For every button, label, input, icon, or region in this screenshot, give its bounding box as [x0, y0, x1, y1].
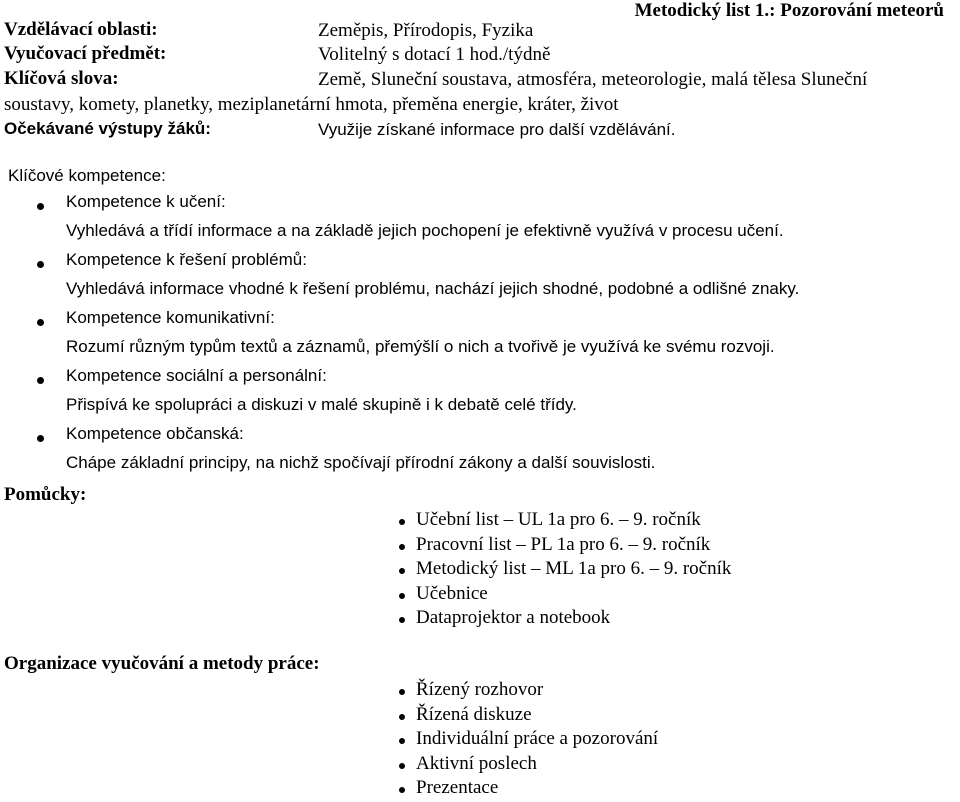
outputs-label: Očekávané výstupy žáků: — [4, 119, 211, 138]
competence-title: Kompetence k učení: — [66, 192, 226, 211]
bullet-icon — [37, 435, 44, 442]
areas-label: Vzdělávací oblasti: — [4, 19, 158, 40]
organization-heading: Organizace vyučování a metody práce: — [4, 653, 320, 674]
page-title: Metodický list 1.: Pozorování meteorů — [634, 0, 944, 21]
aid-text: Učebnice — [416, 582, 488, 604]
keywords-line-2: soustavy, komety, planetky, meziplanetární hmota, přeměna energie, kráter, život — [4, 94, 619, 115]
competence-desc: Chápe základní principy, na nichž spočívají přírodní zákony a další souvislosti. — [66, 453, 656, 472]
competence-title: Kompetence sociální a personální: — [66, 366, 327, 385]
aid-text: Pracovní list – PL 1a pro 6. – 9. ročník — [416, 533, 711, 555]
aid-text: Učební list – UL 1a pro 6. – 9. ročník — [416, 509, 701, 530]
bullet-icon — [399, 519, 405, 525]
subject-value: Volitelný s dotací 1 hod./týdně — [318, 44, 551, 65]
bullet-icon — [399, 593, 405, 599]
aids-heading: Pomůcky: — [4, 484, 87, 505]
competence-title: Kompetence občanská: — [66, 424, 244, 443]
bullet-icon — [399, 544, 405, 550]
competence-desc: Vyhledává informace vhodné k řešení problému, nachází jejich shodné, podobné a odlišné znaky. — [66, 279, 800, 298]
subject-label: Vyučovací předmět: — [4, 43, 167, 64]
competence-desc: Rozumí různým typům textů a záznamů, přemýšlí o nich a tvořivě je využívá ke svému rozvoji. — [66, 337, 775, 356]
bullet-icon — [399, 714, 405, 720]
bullet-icon — [37, 261, 44, 268]
competence-title: Kompetence komunikativní: — [66, 308, 275, 327]
bullet-icon — [399, 568, 405, 574]
competence-title: Kompetence k řešení problémů: — [66, 250, 307, 269]
method-text: Aktivní poslech — [416, 752, 537, 774]
keywords-label: Klíčová slova: — [4, 68, 119, 89]
keywords-line-1: Země, Sluneční soustava, atmosféra, meteorologie, malá tělesa Sluneční — [318, 69, 868, 90]
method-text: Řízená diskuze — [416, 703, 532, 725]
competences-heading: Klíčové kompetence: — [8, 166, 166, 185]
outputs-value: Využije získané informace pro další vzdělávání. — [318, 120, 676, 139]
bullet-icon — [37, 203, 44, 210]
bullet-icon — [37, 319, 44, 326]
competence-desc: Přispívá ke spolupráci a diskuzi v malé skupině i k debatě celé třídy. — [66, 395, 577, 414]
bullet-icon — [399, 617, 405, 623]
areas-value: Zeměpis, Přírodopis, Fyzika — [318, 20, 534, 41]
aid-text: Metodický list – ML 1a pro 6. – 9. ročník — [416, 558, 732, 579]
aid-text: Dataprojektor a notebook — [416, 607, 611, 628]
bullet-icon — [37, 377, 44, 384]
method-text: Individuální práce a pozorování — [416, 728, 659, 749]
method-text: Prezentace — [416, 777, 499, 798]
competence-desc: Vyhledává a třídí informace a na základě jejich pochopení je efektivně využívá v procesu učení. — [66, 221, 784, 240]
bullet-icon — [399, 787, 405, 793]
bullet-icon — [399, 738, 405, 744]
bullet-icon — [399, 689, 405, 695]
bullet-icon — [399, 763, 405, 769]
method-text: Řízený rozhovor — [416, 679, 544, 700]
